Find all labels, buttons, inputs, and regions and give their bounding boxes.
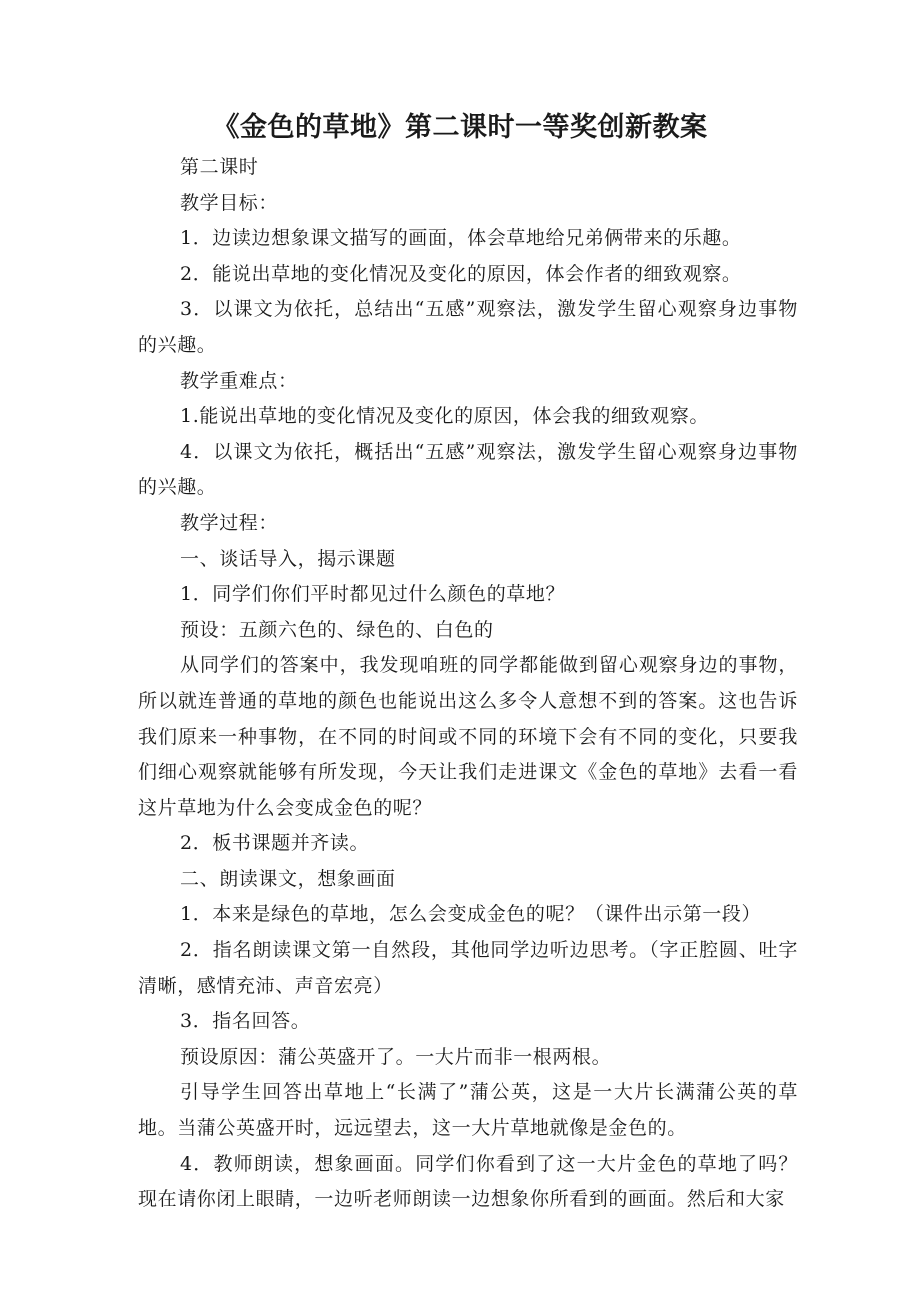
paragraph: 从同学们的答案中，我发现咱班的同学都能做到留心观察身边的事物，所以就连普通的草地的颜色也能说出这么多令人意想不到的答案。这也告诉我们原来一种事物，在不同的时间或不同的环境下会有不同的变化，只要我们细心观察就能够有所发现，今天让我们走进课文《金色的草地》去看一看这片草地为什么会变成金色的呢？: [138, 654, 798, 819]
paragraph: 2．能说出草地的变化情况及变化的原因，体会作者的细致观察。: [180, 262, 742, 285]
paragraph: 引导学生回答出草地上“长满了”蒲公英，这是一大片长满蒲公英的草地。当蒲公英盛开时，远远望去，这一大片草地就像是金色的。: [138, 1081, 798, 1140]
document-body: [138, 150, 798, 1218]
paragraph: 预设原因：蒲公英盛开了。一大片而非一根两根。: [180, 1045, 612, 1068]
paragraph: 4．教师朗读，想象画面。同学们你看到了这一大片金色的草地了吗？现在请你闭上眼睛，一边听老师朗读一边想象你所看到的画面。然后和大家: [138, 1152, 798, 1211]
paragraph: 1．同学们你们平时都见过什么颜色的草地？: [180, 583, 566, 606]
paragraph: 1．边读边想象课文描写的画面，体会草地给兄弟俩带来的乐趣。: [180, 227, 742, 250]
paragraph: 教学过程：: [180, 511, 279, 534]
paragraph: 教学目标：: [180, 191, 279, 214]
paragraph: 1．本来是绿色的草地，怎么会变成金色的呢？（课件出示第一段）: [180, 903, 762, 926]
paragraph: 预设：五颜六色的、绿色的、白色的: [180, 618, 494, 641]
paragraph: 第二课时: [180, 156, 259, 178]
paragraph: 一、谈话导入，揭示课题: [180, 547, 396, 570]
document-title: 《金色的草地》第二课时一等奖创新教案: [212, 112, 708, 143]
paragraph: 4．以课文为依托，概括出“五感”观察法，激发学生留心观察身边事物的兴趣。: [138, 440, 798, 499]
paragraph: 2．指名朗读课文第一自然段，其他同学边听边思考。（字正腔圆、吐字清晰，感情充沛、声音宏亮）: [138, 939, 798, 997]
paragraph: 1.能说出草地的变化情况及变化的原因，体会我的细致观察。: [180, 405, 709, 428]
paragraph: 教学重难点：: [180, 369, 298, 392]
paragraph: 二、朗读课文，想象画面: [180, 867, 396, 890]
paragraph: 2．板书课题并齐读。: [180, 832, 370, 855]
paragraph: 3．以课文为依托，总结出“五感”观察法，激发学生留心观察身边事物的兴趣。: [138, 298, 798, 356]
paragraph: 3．指名回答。: [180, 1010, 311, 1033]
